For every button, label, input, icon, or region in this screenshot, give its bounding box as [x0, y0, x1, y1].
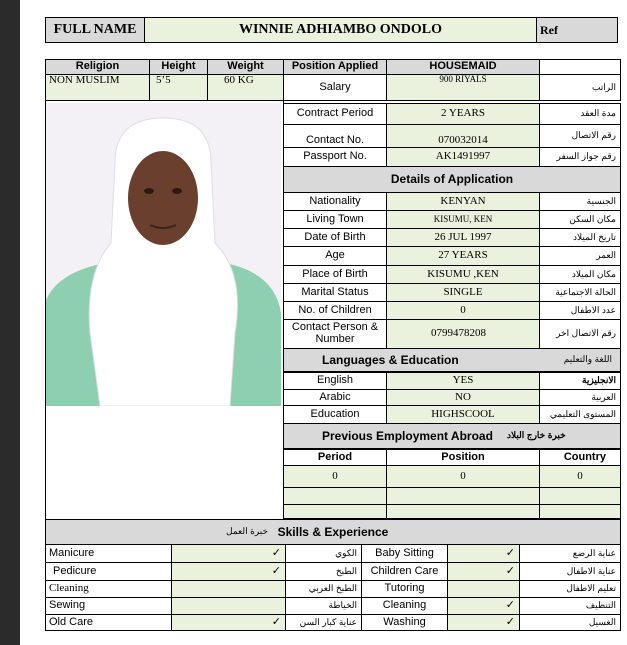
- passport-arabic: رقم جواز السفر: [539, 147, 621, 167]
- height-value: 5’5: [149, 74, 208, 101]
- detail-value: SINGLE: [386, 283, 540, 302]
- employment-position-value: 0: [386, 465, 540, 488]
- detail-value: 0: [386, 301, 540, 320]
- skills-title: [45, 519, 621, 545]
- detail-value: 27 YEARS: [386, 246, 540, 266]
- contract-period-label: Contract Period: [283, 103, 387, 125]
- employment-empty-cell: [539, 487, 621, 505]
- employment-title: [283, 423, 621, 449]
- languages-title: [283, 348, 621, 372]
- skill-label: Sewing: [45, 597, 172, 615]
- skill-check: [171, 580, 286, 598]
- detail-arabic: رقم الاتصال اخر: [539, 319, 621, 349]
- position-arabic-blank: [539, 59, 621, 75]
- ref-label: Ref: [536, 17, 618, 43]
- skill-arabic: الخياطة: [285, 597, 362, 615]
- skill-check: ✓: [447, 544, 520, 563]
- employment-empty-cell: [386, 487, 540, 505]
- detail-label: Age: [283, 246, 387, 266]
- skill-arabic: الطبخ العربي: [285, 580, 362, 598]
- detail-label: Living Town: [283, 210, 387, 229]
- skill-check: ✓: [171, 614, 286, 631]
- detail-arabic: مكان الميلاد: [539, 265, 621, 284]
- skill-check: ✓: [171, 562, 286, 581]
- weight-header: Weight: [207, 59, 284, 75]
- skills-title-text: Skills & Experience: [277, 524, 389, 539]
- language-value: HIGHSCOOL: [386, 405, 540, 424]
- employment-country-header: Country: [539, 449, 621, 466]
- detail-label: Nationality: [283, 192, 387, 211]
- skills-title-arabic: خبرة العمل: [226, 526, 269, 537]
- skill-arabic: الكوي: [285, 544, 362, 563]
- salary-value: 900 RIYALS: [386, 74, 540, 101]
- passport-value: AK1491997: [386, 147, 540, 167]
- employment-period-value: 0: [283, 465, 387, 488]
- language-arabic: الانجليزية: [539, 372, 621, 390]
- skill-label: Cleaning: [45, 580, 172, 598]
- photo-frame: [45, 100, 284, 520]
- employment-period-header: Period: [283, 449, 387, 466]
- contact-no-label: Contact No.: [283, 124, 387, 148]
- language-label: English: [283, 372, 387, 390]
- detail-arabic: الجنسية: [539, 192, 621, 211]
- position-value: HOUSEMAID: [386, 59, 540, 75]
- contract-period-arabic: مدة العقد: [539, 103, 621, 125]
- weight-value: 60 KG: [207, 74, 284, 101]
- skill-check: ✓: [447, 562, 520, 581]
- religion-value: NON MUSLIM: [45, 74, 150, 101]
- skill-label: Tutoring: [361, 580, 448, 598]
- religion-header: Religion: [45, 59, 150, 75]
- detail-value: 26 JUL 1997: [386, 228, 540, 247]
- skill-arabic: التنظيف: [519, 597, 621, 615]
- detail-label: Contact Person & Number: [283, 319, 387, 349]
- skill-check: ✓: [171, 544, 286, 563]
- skill-check: [171, 597, 286, 615]
- language-label: Education: [283, 405, 387, 424]
- skill-arabic: عناية الرضع: [519, 544, 621, 563]
- detail-value: KENYAN: [386, 192, 540, 211]
- detail-arabic: العمر: [539, 246, 621, 266]
- detail-arabic: عدد الاطفال: [539, 301, 621, 320]
- languages-title-arabic: اللغة والتعليم: [563, 354, 612, 365]
- skill-label: Children Care: [361, 562, 448, 581]
- language-label: Arabic: [283, 389, 387, 406]
- employment-empty-cell: [539, 504, 621, 519]
- left-dark-margin: [0, 0, 20, 645]
- skill-arabic: الغسيل: [519, 614, 621, 631]
- detail-value: 0799478208: [386, 319, 540, 349]
- height-header: Height: [149, 59, 208, 75]
- language-arabic: العربية: [539, 389, 621, 406]
- position-header: Position Applied: [283, 59, 387, 75]
- details-title: Details of Application: [283, 166, 621, 193]
- employment-title-text: Previous Employment Abroad: [322, 428, 493, 443]
- employment-country-value: 0: [539, 465, 621, 488]
- detail-label: Date of Birth: [283, 228, 387, 247]
- employment-position-header: Position: [386, 449, 540, 466]
- detail-arabic: مكان السكن: [539, 210, 621, 229]
- salary-label: Salary: [283, 74, 387, 101]
- employment-title-arabic: خبرة خارج البلاد: [506, 430, 566, 441]
- languages-title-text: Languages & Education: [322, 352, 459, 367]
- detail-label: No. of Children: [283, 301, 387, 320]
- detail-arabic: تاريخ الميلاد: [539, 228, 621, 247]
- skill-label: Pedicure: [45, 562, 172, 581]
- detail-value: KISUMU ,KEN: [386, 265, 540, 284]
- skill-arabic: عناية الاطفال: [519, 562, 621, 581]
- skill-arabic: الطبخ: [285, 562, 362, 581]
- skill-check: ✓: [447, 614, 520, 631]
- skill-check: [447, 580, 520, 598]
- language-arabic: المستوى التعليمي: [539, 405, 621, 424]
- language-value: NO: [386, 389, 540, 406]
- detail-label: Marital Status: [283, 283, 387, 302]
- language-value: YES: [386, 372, 540, 390]
- skill-arabic: تعليم الاطفال: [519, 580, 621, 598]
- skill-label: Baby Sitting: [361, 544, 448, 563]
- passport-label: Passport No.: [283, 147, 387, 167]
- salary-arabic: الراتب: [539, 74, 621, 101]
- full-name-label: FULL NAME: [45, 17, 145, 43]
- employment-empty-cell: [283, 504, 387, 519]
- skill-arabic: عناية كبار السن: [285, 614, 362, 631]
- skill-label: Cleaning: [361, 597, 448, 615]
- detail-arabic: الحالة الاجتماعية: [539, 283, 621, 302]
- skill-label: Old Care: [45, 614, 172, 631]
- full-name-value: WINNIE ADHIAMBO ONDOLO: [144, 17, 537, 43]
- employment-empty-cell: [283, 487, 387, 505]
- detail-value: KISUMU, KEN: [386, 210, 540, 229]
- employment-empty-cell: [386, 504, 540, 519]
- contact-no-value: 070032014: [386, 124, 540, 148]
- skill-label: Washing: [361, 614, 448, 631]
- detail-label: Place of Birth: [283, 265, 387, 284]
- skill-label: Manicure: [45, 544, 172, 563]
- contract-period-value: 2 YEARS: [386, 103, 540, 125]
- skill-check: ✓: [447, 597, 520, 615]
- contact-no-arabic: رقم الاتصال: [539, 124, 621, 148]
